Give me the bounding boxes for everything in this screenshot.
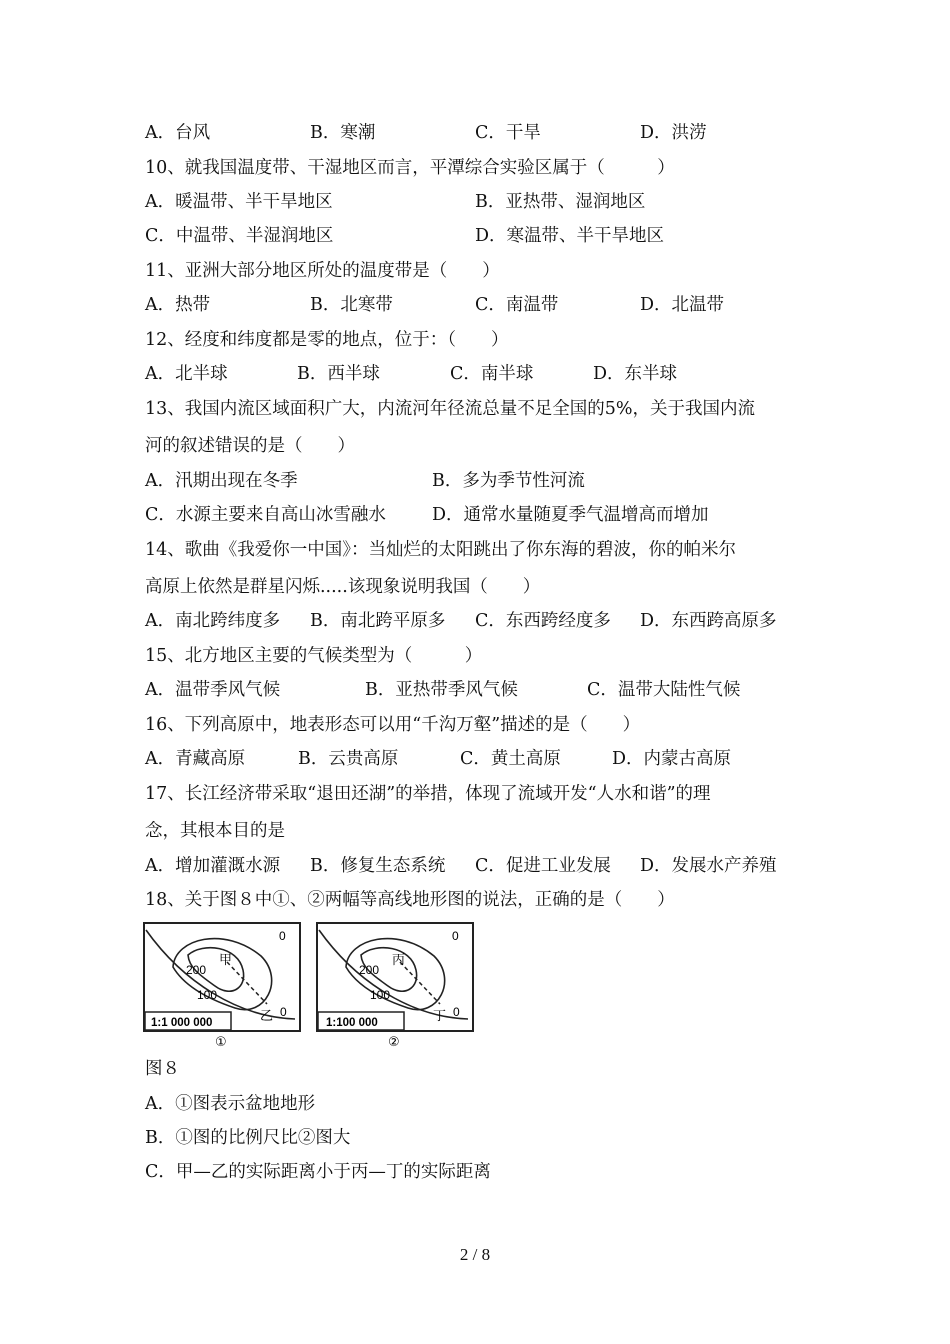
q17-option-d: D．发展水产养殖 bbox=[640, 856, 777, 876]
map2-point-bing: 丙 bbox=[392, 952, 406, 967]
page-number: 2 / 8 bbox=[459, 1245, 491, 1264]
map1-contour-0-top: 0 bbox=[279, 929, 286, 943]
q11-stem: 11、亚洲大部分地区所处的温度带是（ ） bbox=[145, 261, 500, 281]
q9-option-c: C．干旱 bbox=[475, 123, 541, 143]
q14-stem-line1: 14、歌曲《我爱你一中国》：当灿烂的太阳跳出了你东海的碧波，你的帕米尔 bbox=[145, 540, 737, 560]
q13-option-c: C．水源主要来自高山冰雪融水 bbox=[145, 505, 386, 525]
q16-option-c: C．黄土高原 bbox=[460, 749, 561, 769]
q16-option-a: A．青藏高原 bbox=[145, 749, 246, 769]
q18-option-b: B．①图的比例尺比②图大 bbox=[145, 1128, 351, 1148]
map2-contour-0: 0 bbox=[453, 1005, 460, 1019]
q16-stem: 16、下列高原中，地表形态可以用“千沟万壑”描述的是（ ） bbox=[145, 715, 641, 735]
q14-stem-line2: 高原上依然是群星闪烁.....该现象说明我国（ ） bbox=[145, 577, 541, 597]
q15-option-a: A．温带季风气候 bbox=[145, 680, 281, 700]
q10-option-c: C．中温带、半湿润地区 bbox=[145, 226, 334, 246]
q12-stem: 12、经度和纬度都是零的地点，位于：（ ） bbox=[145, 330, 509, 350]
map2-scale: 1:100 000 bbox=[326, 1017, 378, 1029]
map2-contour-100: 100 bbox=[370, 988, 391, 1002]
map1-scale: 1:1 000 000 bbox=[151, 1017, 213, 1029]
q11-option-c: C．南温带 bbox=[475, 295, 559, 315]
map1-point-yi: 乙 bbox=[260, 1008, 274, 1023]
q17-stem-line1: 17、长江经济带采取“退田还湖”的举措，体现了流域开发“人水和谐”的理 bbox=[145, 784, 711, 804]
q17-option-a: A．增加灌溉水源 bbox=[145, 856, 281, 876]
q9-option-a: A．台风 bbox=[145, 123, 211, 143]
q11-option-b: B．北寒带 bbox=[310, 295, 393, 315]
map1-contour-100: 100 bbox=[197, 988, 218, 1002]
q17-stem-line2: 念，其根本目的是 bbox=[145, 821, 285, 841]
q13-option-d: D．通常水量随夏季气温增高而增加 bbox=[432, 505, 709, 525]
q11-option-a: A．热带 bbox=[145, 295, 211, 315]
q13-stem-line2: 河的叙述错误的是（ ） bbox=[145, 436, 355, 456]
q12-option-a: A．北半球 bbox=[145, 364, 228, 384]
q12-option-d: D．东半球 bbox=[593, 364, 678, 384]
q9-option-d: D．洪涝 bbox=[640, 123, 707, 143]
contour-map-1 bbox=[143, 922, 303, 1052]
q15-option-c: C．温带大陆性气候 bbox=[587, 680, 741, 700]
q13-stem-line1: 13、我国内流区域面积广大，内流河年径流总量不足全国的5%，关于我国内流 bbox=[145, 399, 756, 419]
q17-option-b: B．修复生态系统 bbox=[310, 856, 446, 876]
q16-option-b: B．云贵高原 bbox=[298, 749, 399, 769]
q18-option-a: A．①图表示盆地地形 bbox=[145, 1094, 316, 1114]
q18-option-c: C．甲—乙的实际距离小于丙—丁的实际距离 bbox=[145, 1162, 491, 1182]
map1-contour-200: 200 bbox=[186, 963, 207, 977]
q14-option-c: C．东西跨经度多 bbox=[475, 611, 611, 631]
q10-stem: 10、就我国温度带、干湿地区而言，平潭综合实验区属于（ ） bbox=[145, 158, 675, 178]
q17-option-c: C．促进工业发展 bbox=[475, 856, 611, 876]
q10-option-a: A．暖温带、半干旱地区 bbox=[145, 192, 333, 212]
map2-contour-0-top: 0 bbox=[452, 929, 459, 943]
q14-option-d: D．东西跨高原多 bbox=[640, 611, 777, 631]
q12-option-c: C．南半球 bbox=[450, 364, 534, 384]
q13-option-a: A．汛期出现在冬季 bbox=[145, 471, 298, 491]
q14-option-b: B．南北跨平原多 bbox=[310, 611, 446, 631]
map1-contour-0: 0 bbox=[280, 1005, 287, 1019]
figure-label: 图８ bbox=[145, 1059, 180, 1079]
map1-caption: ① bbox=[215, 1034, 227, 1048]
q13-option-b: B．多为季节性河流 bbox=[432, 471, 585, 491]
map2-caption: ② bbox=[388, 1034, 400, 1048]
q11-option-d: D．北温带 bbox=[640, 295, 725, 315]
q16-option-d: D．内蒙古高原 bbox=[612, 749, 732, 769]
q14-option-a: A．南北跨纬度多 bbox=[145, 611, 281, 631]
map2-point-ding: 丁 bbox=[433, 1008, 447, 1023]
q12-option-b: B．西半球 bbox=[297, 364, 380, 384]
map1-point-jia: 甲 bbox=[219, 952, 233, 967]
map2-contour-200: 200 bbox=[359, 963, 380, 977]
q15-stem: 15、北方地区主要的气候类型为（ ） bbox=[145, 646, 483, 666]
q10-option-b: B．亚热带、湿润地区 bbox=[475, 192, 646, 212]
q18-stem: 18、关于图８中①、②两幅等高线地形图的说法，正确的是（ ） bbox=[145, 890, 675, 910]
contour-map-2 bbox=[316, 922, 476, 1052]
q15-option-b: B．亚热带季风气候 bbox=[365, 680, 518, 700]
q9-option-b: B．寒潮 bbox=[310, 123, 376, 143]
q10-option-d: D．寒温带、半干旱地区 bbox=[475, 226, 665, 246]
